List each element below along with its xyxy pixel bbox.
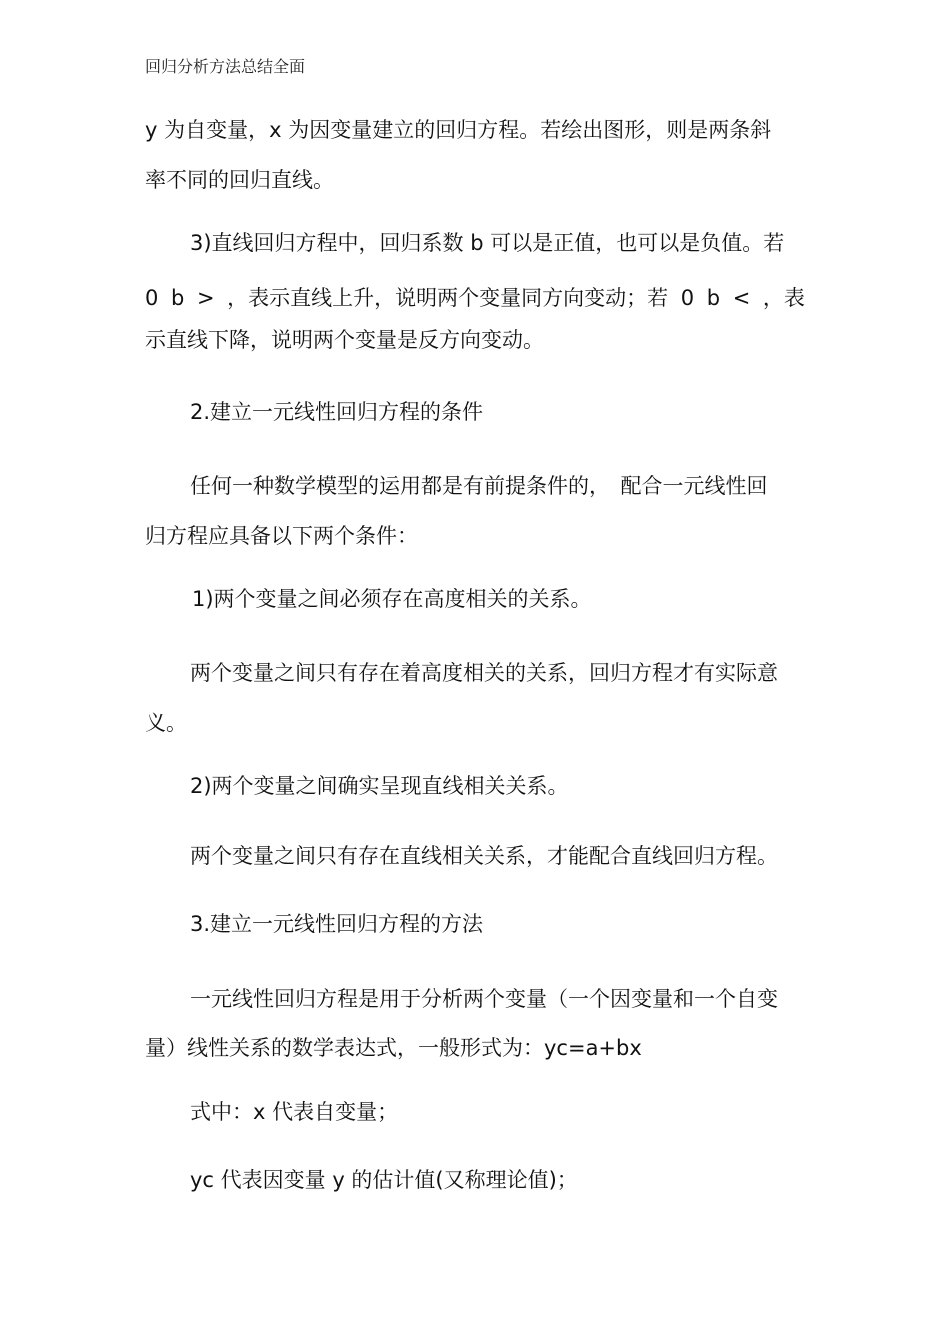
paragraph-6-line-1: 一元线性回归方程是用于分析两个变量（一个因变量和一个自变 bbox=[190, 987, 778, 1011]
formula-zero-2: 0 bbox=[680, 286, 695, 310]
paragraph-2-line-2-tail: ，表 bbox=[762, 286, 805, 310]
paragraph-2-line-2-text: ，表示直线上升，说明两个变量同方向变动；若 bbox=[227, 286, 669, 310]
paragraph-1-line-2: 率不同的回归直线。 bbox=[145, 168, 334, 192]
section-heading-3: 3.建立一元线性回归方程的方法 bbox=[190, 912, 484, 936]
section-heading-2: 2.建立一元线性回归方程的条件 bbox=[190, 400, 484, 424]
paragraph-6-line-2: 量）线性关系的数学表达式，一般形式为：yc=a+bx bbox=[145, 1036, 642, 1060]
paragraph-8: yc 代表因变量 y 的估计值(又称理论值)； bbox=[190, 1168, 578, 1192]
paragraph-2-line-2 bbox=[145, 284, 805, 312]
paragraph-3-line-1: 任何一种数学模型的运用都是有前提条件的， 配合一元线性回 bbox=[190, 474, 768, 498]
paragraph-4-line-2: 义。 bbox=[145, 711, 187, 735]
paragraph-7: 式中：x 代表自变量； bbox=[190, 1100, 399, 1124]
paragraph-4-line-1: 两个变量之间只有存在着高度相关的关系，回归方程才有实际意 bbox=[190, 661, 778, 685]
formula-less-than: < bbox=[732, 286, 751, 310]
paragraph-3-line-2: 归方程应具备以下两个条件： bbox=[145, 524, 418, 548]
paragraph-1-line-1: y 为自变量，x 为因变量建立的回归方程。若绘出图形，则是两条斜 bbox=[145, 118, 772, 142]
paragraph-2-line-1: 3)直线回归方程中，回归系数 b 可以是正值，也可以是负值。若 bbox=[190, 231, 785, 255]
formula-greater-than: > bbox=[196, 286, 215, 310]
paragraph-5: 两个变量之间只有存在直线相关关系，才能配合直线回归方程。 bbox=[190, 844, 778, 868]
formula-b: b bbox=[170, 286, 185, 310]
paragraph-2-line-3: 示直线下降，说明两个变量是反方向变动。 bbox=[145, 328, 544, 352]
page-header-title: 回归分析方法总结全面 bbox=[145, 57, 306, 76]
condition-2: 2)两个变量之间确实呈现直线相关关系。 bbox=[190, 774, 569, 798]
condition-1: 1)两个变量之间必须存在高度相关的关系。 bbox=[192, 587, 592, 611]
formula-b-2: b bbox=[706, 286, 721, 310]
formula-zero: 0 bbox=[145, 286, 159, 310]
